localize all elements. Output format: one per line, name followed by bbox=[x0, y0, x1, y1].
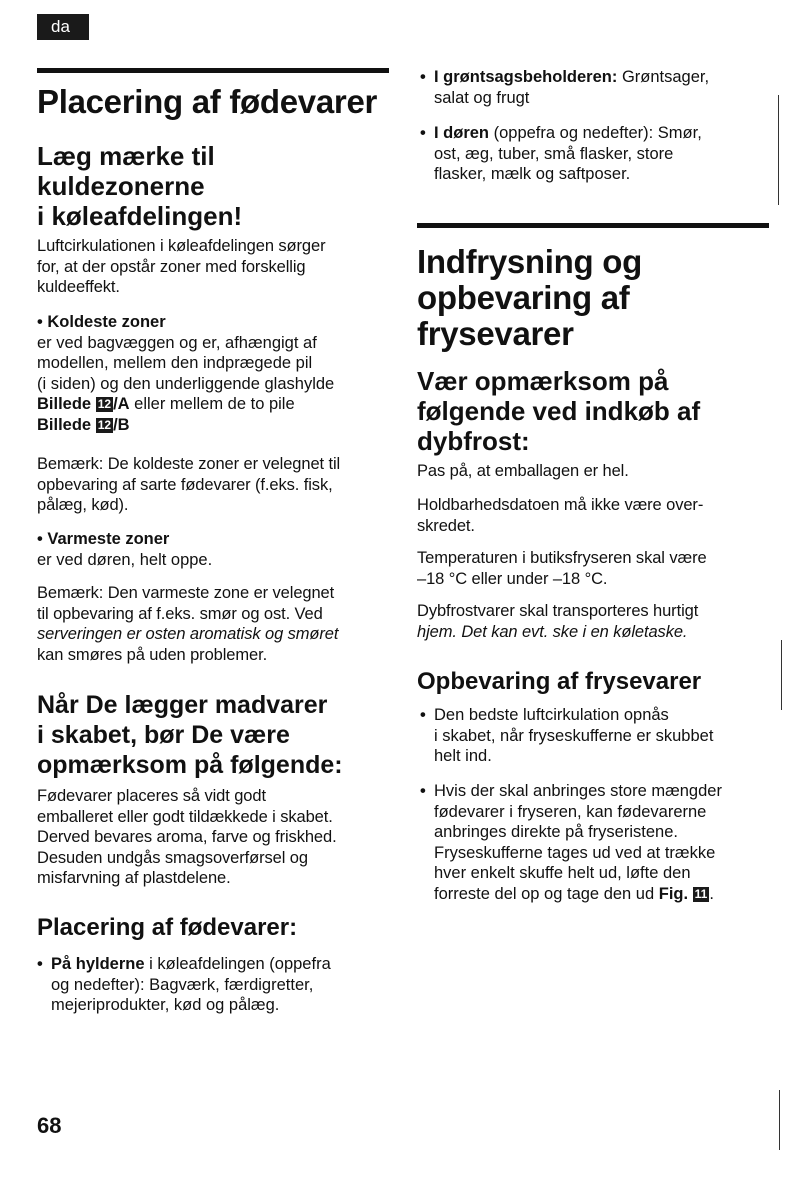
packaging-paragraph: Pas på, at emballagen er hel. bbox=[417, 462, 629, 480]
scan-edge-mark bbox=[778, 95, 779, 205]
vegetable-drawer-item: • I grøntsagsbeholderen: Grøntsager, salat og frugt bbox=[420, 68, 710, 107]
language-tag: da bbox=[37, 14, 89, 40]
door-item: • I døren (oppefra og nedefter): Smør, ost, æg, tuber, små flasker, store flasker, mælk og saftposer. bbox=[420, 124, 702, 183]
intro-paragraph: Luftcirkulationen i køleafdelingen sørger for, at der opstår zoner med forskellig kuldeeffekt. bbox=[37, 237, 326, 296]
figure-ref-badge: 12 bbox=[97, 417, 112, 432]
placing-food-paragraph: Fødevarer placeres så vidt godt emballeret eller godt tildækkede i skabet. Derved bevares aroma, farve og friskhed. Desuden undgås smagsoverførsel og misfarvning af plastdelene. bbox=[37, 787, 337, 887]
figure-ref-badge: 11 bbox=[694, 886, 708, 901]
cold-note: Bemærk: De koldeste zoner er velegnet til opbevaring af sarte fødevarer (f.eks. fisk, pålæg, kød). bbox=[37, 455, 341, 514]
page-title: Placering af fødevarer bbox=[37, 83, 378, 120]
expiry-paragraph: Holdbarhedsdatoen må ikke være over- skredet. bbox=[417, 496, 704, 535]
coldest-zones-item: • Koldeste zoner er ved bagvæggen og er, afhængigt af modellen, mellem den indprægede pil (i siden) og den underliggende glashylde Billede 12 /A eller mellem de to pile Billede 12 /B bbox=[37, 313, 335, 434]
purchase-heading: Vær opmærksom på følgende ved indkøb af dybfrost: bbox=[417, 366, 701, 456]
scan-edge-mark bbox=[781, 640, 782, 710]
section-rule bbox=[417, 223, 769, 228]
placement-heading: Placering af fødevarer: bbox=[37, 914, 298, 941]
storage-heading: Opbevaring af frysevarer bbox=[417, 668, 702, 695]
section-rule bbox=[37, 68, 389, 73]
large-quantities-item: • Hvis der skal anbringes store mængder fødevarer i fryseren, kan fødevarerne anbringes direkte på fryseristene. Fryseskufferne tages ud ved at trække hver enkelt skuffe helt ud, løfte den forreste del op og tage den ud Fig. 11 . bbox=[420, 782, 722, 903]
warm-note: Bemærk: Den varmeste zone er velegnet til opbevaring af f.eks. smør og ost. Ved serveringen er osten aromatisk og smøret kan smøres på uden problemer. bbox=[37, 584, 339, 664]
scan-edge-mark bbox=[779, 1090, 780, 1150]
freezing-title: Indfrysning og opbevaring af frysevarer bbox=[417, 243, 642, 352]
temperature-paragraph: Temperaturen i butiksfryseren skal være –18 °C eller under –18 °C. bbox=[417, 549, 707, 588]
placing-food-heading: Når De lægger madvarer i skabet, bør De være opmærksom på følgende: bbox=[37, 691, 343, 779]
air-circulation-item: • Den bedste luftcirkulation opnås i skabet, når fryseskufferne er skubbet helt ind. bbox=[420, 706, 714, 765]
figure-ref-badge: 12 bbox=[97, 397, 112, 411]
page-number: 68 bbox=[37, 1113, 62, 1138]
warmest-zones-item: • Varmeste zoner er ved døren, helt oppe. bbox=[37, 530, 213, 569]
cold-zones-heading: Læg mærke til kuldezonerne i køleafdelingen! bbox=[37, 141, 243, 231]
transport-paragraph: Dybfrostvarer skal transporteres hurtigt hjem. Det kan evt. ske i en køletaske. bbox=[417, 602, 699, 641]
shelves-item: • På hylderne i køleafdelingen (oppefra og nedefter): Bagværk, færdigretter, mejeriprodukter, kød og pålæg. bbox=[37, 955, 331, 1014]
